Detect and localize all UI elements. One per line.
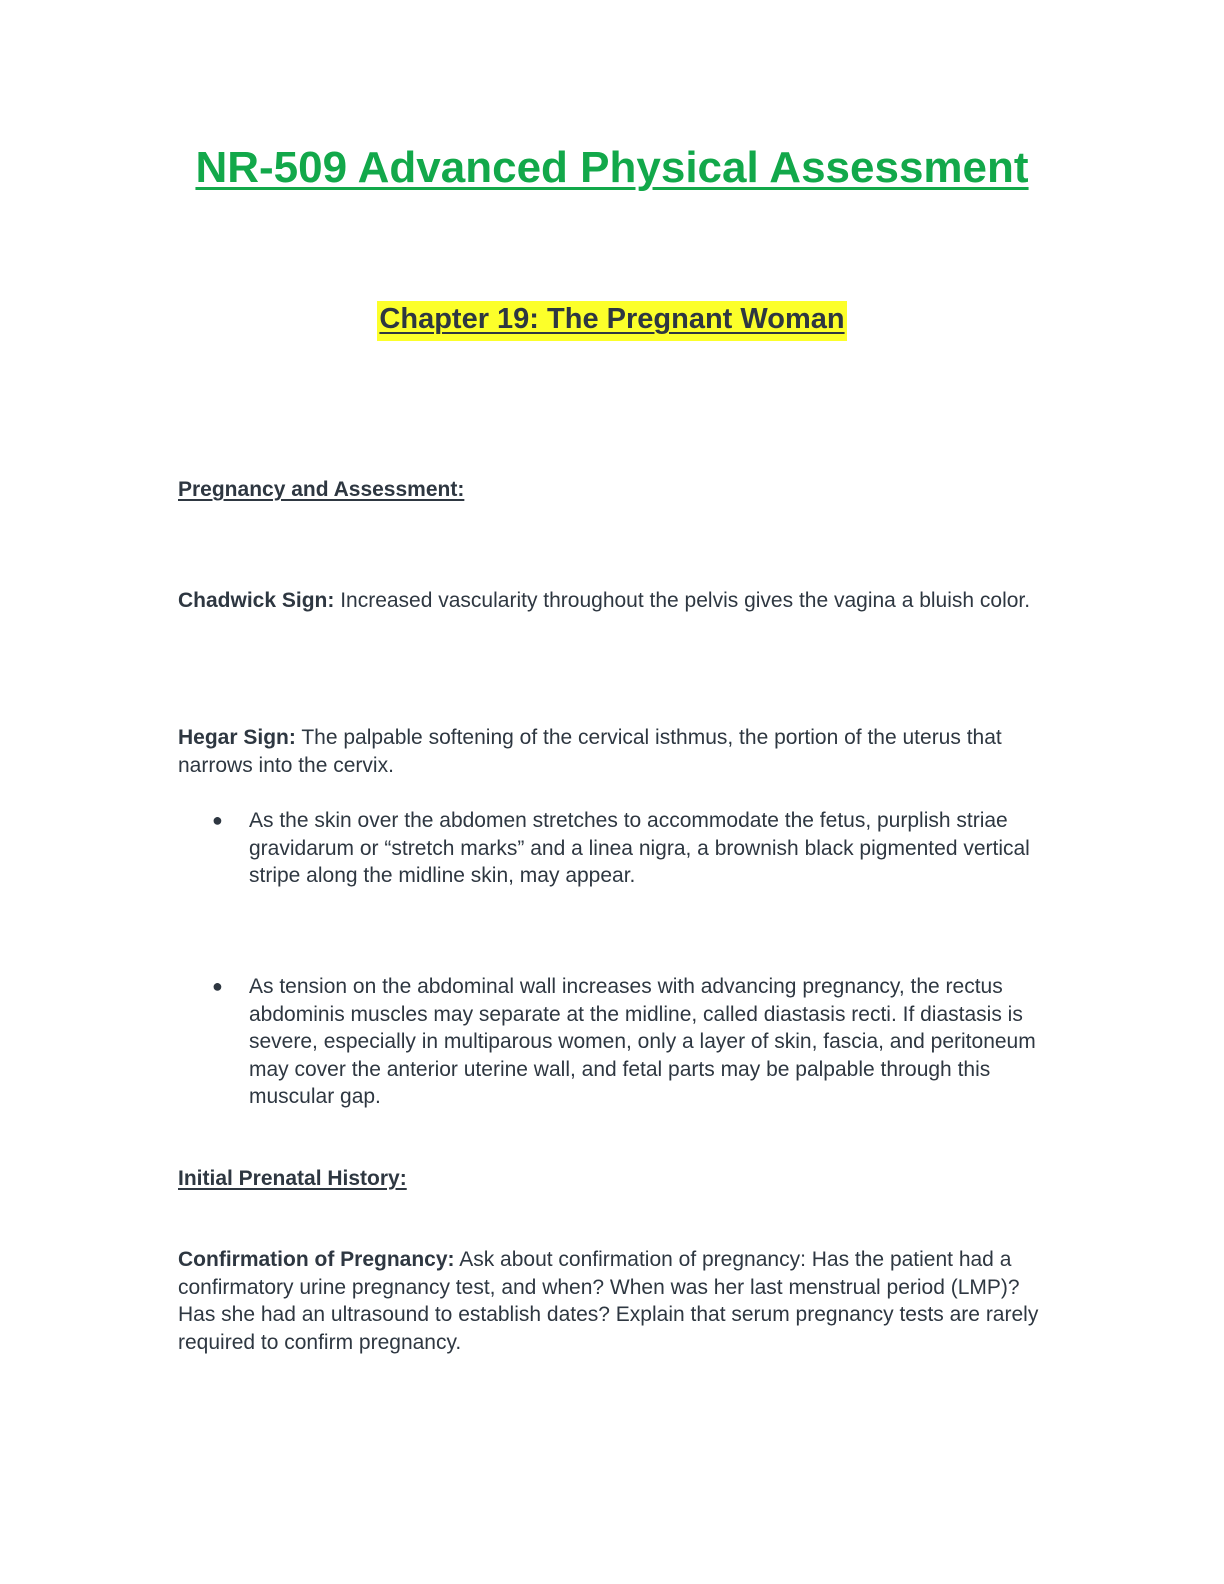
list-item-text: As the skin over the abdomen stretches to accommodate the fetus, purplish striae gravidarum or “stretch marks” and a linea nigra, a brownish black pigmented vertical stripe along the midline skin, may appear. [249, 809, 1030, 887]
list-item [212, 973, 1042, 1111]
section-heading-initial-prenatal-history: Initial Prenatal History: [178, 1167, 407, 1190]
chadwick-sign-text: Increased vascularity throughout the pelvis gives the vagina a bluish color. [334, 589, 1031, 612]
chadwick-sign-paragraph [178, 587, 1048, 615]
document-title: NR-509 Advanced Physical Assessment [195, 143, 1029, 192]
confirmation-of-pregnancy-term: Confirmation of Pregnancy: [178, 1248, 455, 1271]
bullet-icon: ● [212, 976, 223, 996]
chapter-title: Chapter 19: The Pregnant Woman [0, 299, 1224, 339]
hegar-sign-paragraph [178, 724, 1048, 779]
hegar-sign-term: Hegar Sign: [178, 726, 296, 749]
list-item-text: As tension on the abdominal wall increases with advancing pregnancy, the rectus abdominis muscles may separate at the midline, called diastasis recti. If diastasis is severe, especially in multiparous women, only a layer of skin, fascia, and peritoneum may cover the anterior uterine wall, and fetal parts may be palpable through this muscular gap. [249, 975, 1036, 1108]
section-heading-pregnancy-assessment: Pregnancy and Assessment: [178, 478, 465, 501]
hegar-sign-text: The palpable softening of the cervical isthmus, the portion of the uterus that narrows into the cervix. [178, 726, 1002, 777]
confirmation-of-pregnancy-text: Ask about confirmation of pregnancy: Has the patient had a confirmatory urine pregnancy test, and when? When was her last menstrual period (LMP)? Has she had an ultrasound to establish dates? Explain that serum pregnancy tests are rarely required to confirm pregnancy. [178, 1248, 1039, 1354]
chadwick-sign-term: Chadwick Sign: [178, 589, 335, 612]
bullet-icon: ● [212, 810, 223, 830]
list-item [212, 807, 1042, 890]
confirmation-of-pregnancy-paragraph [178, 1246, 1048, 1356]
